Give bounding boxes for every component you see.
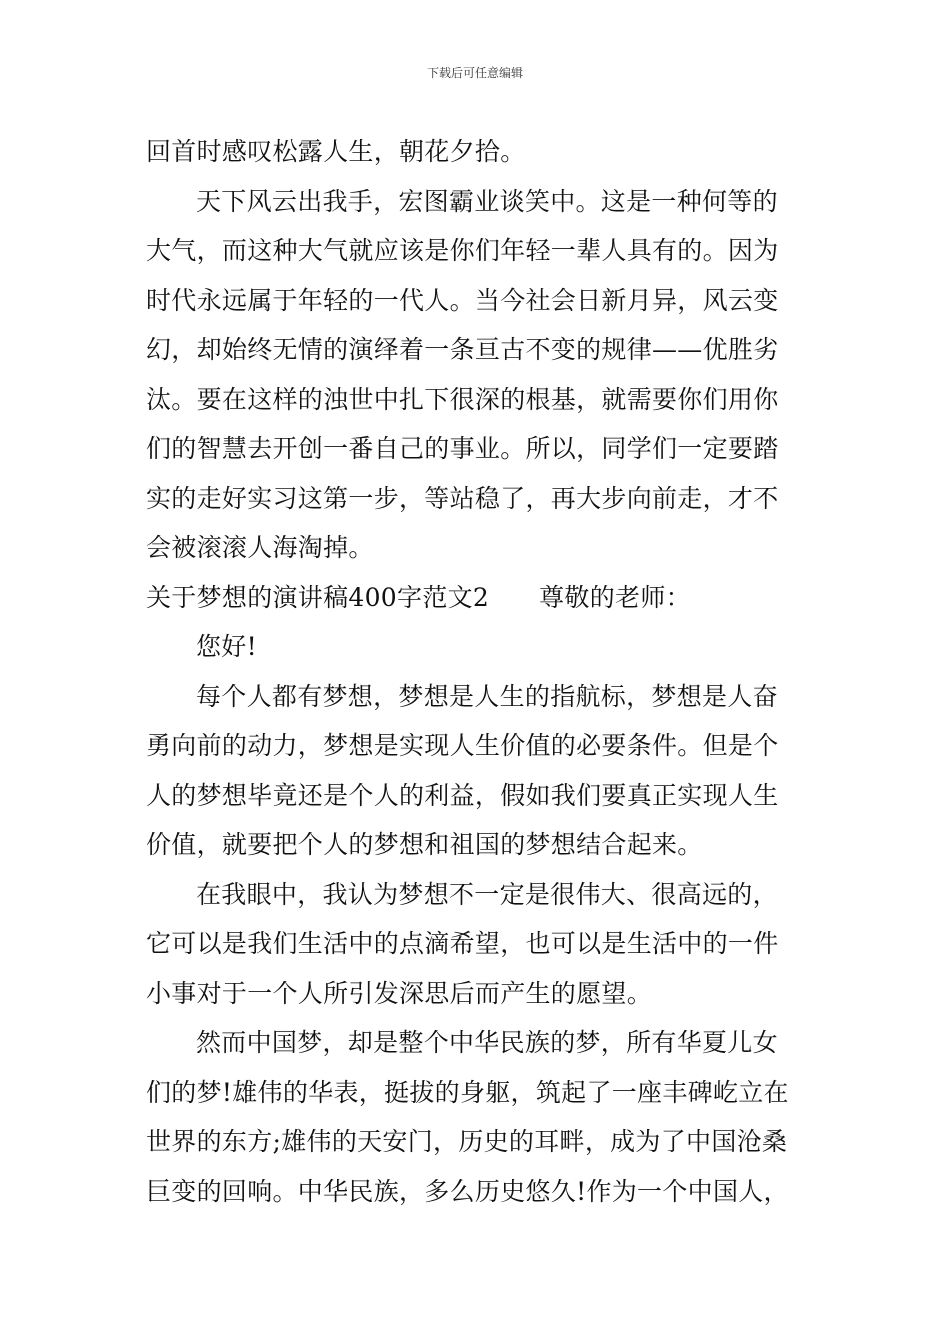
document-body: [146, 127, 806, 1216]
paragraph-line: 幻，却始终无情的演绎着一条亘古不变的规律——优胜劣: [146, 335, 779, 364]
paragraph-line: 勇向前的动力，梦想是实现人生价值的必要条件。但是个: [146, 731, 779, 760]
paragraph-line: 们的智慧去开创一番自己的事业。所以，同学们一定要踏: [146, 434, 779, 463]
paragraph-line: 实的走好实习这第一步，等站稳了，再大步向前走，才不: [146, 483, 779, 513]
paragraph-line: 会被滚滚人海淘掉。: [146, 533, 374, 562]
paragraph-line: 回首时感叹松露人生，朝花夕拾。: [146, 137, 526, 166]
paragraph-line: 小事对于一个人所引发深思后而产生的愿望。: [146, 978, 653, 1008]
paragraph-line: 巨变的回响。中华民族，多么历史悠久!作为一个中国人，: [146, 1176, 789, 1206]
paragraph-line: 它可以是我们生活中的点滴希望，也可以是生活中的一件: [146, 929, 779, 958]
greeting-line: 您好!: [196, 632, 257, 661]
header-text: 下载后可任意编辑: [426, 66, 523, 80]
paragraph-line: 汰。要在这样的浊世中扎下很深的根基，就需要你们用你: [146, 384, 779, 414]
paragraph-line: 天下风云出我手，宏图霸业谈笑中。这是一种何等的: [196, 186, 778, 216]
paragraph-line: 世界的东方;雄伟的天安门，历史的耳畔，成为了中国沧桑: [146, 1127, 788, 1156]
paragraph-line: 人的梦想毕竟还是个人的利益，假如我们要真正实现人生: [146, 780, 779, 810]
paragraph-line: 大气，而这种大气就应该是你们年轻一辈人具有的。因为: [146, 236, 779, 265]
paragraph-line: 每个人都有梦想，梦想是人生的指航标，梦想是人奋: [196, 681, 778, 711]
section-heading: 关于梦想的演讲稿400字范文2: [146, 582, 490, 612]
paragraph-line: 然而中国梦，却是整个中华民族的梦，所有华夏儿女: [196, 1028, 778, 1057]
paragraph-line: 们的梦!雄伟的华表，挺拔的身躯，筑起了一座丰碑屹立在: [146, 1077, 789, 1107]
paragraph-line: 在我眼中，我认为梦想不一定是很伟大、很高远的，: [196, 879, 778, 909]
salutation: 尊敬的老师：: [539, 582, 691, 612]
section-heading-line: [146, 573, 806, 623]
paragraph-line: 时代永远属于年轻的一代人。当今社会日新月异，风云变: [146, 285, 779, 315]
page-header: [0, 64, 950, 81]
paragraph-line: 价值，就要把个人的梦想和祖国的梦想结合起来。: [146, 830, 703, 859]
